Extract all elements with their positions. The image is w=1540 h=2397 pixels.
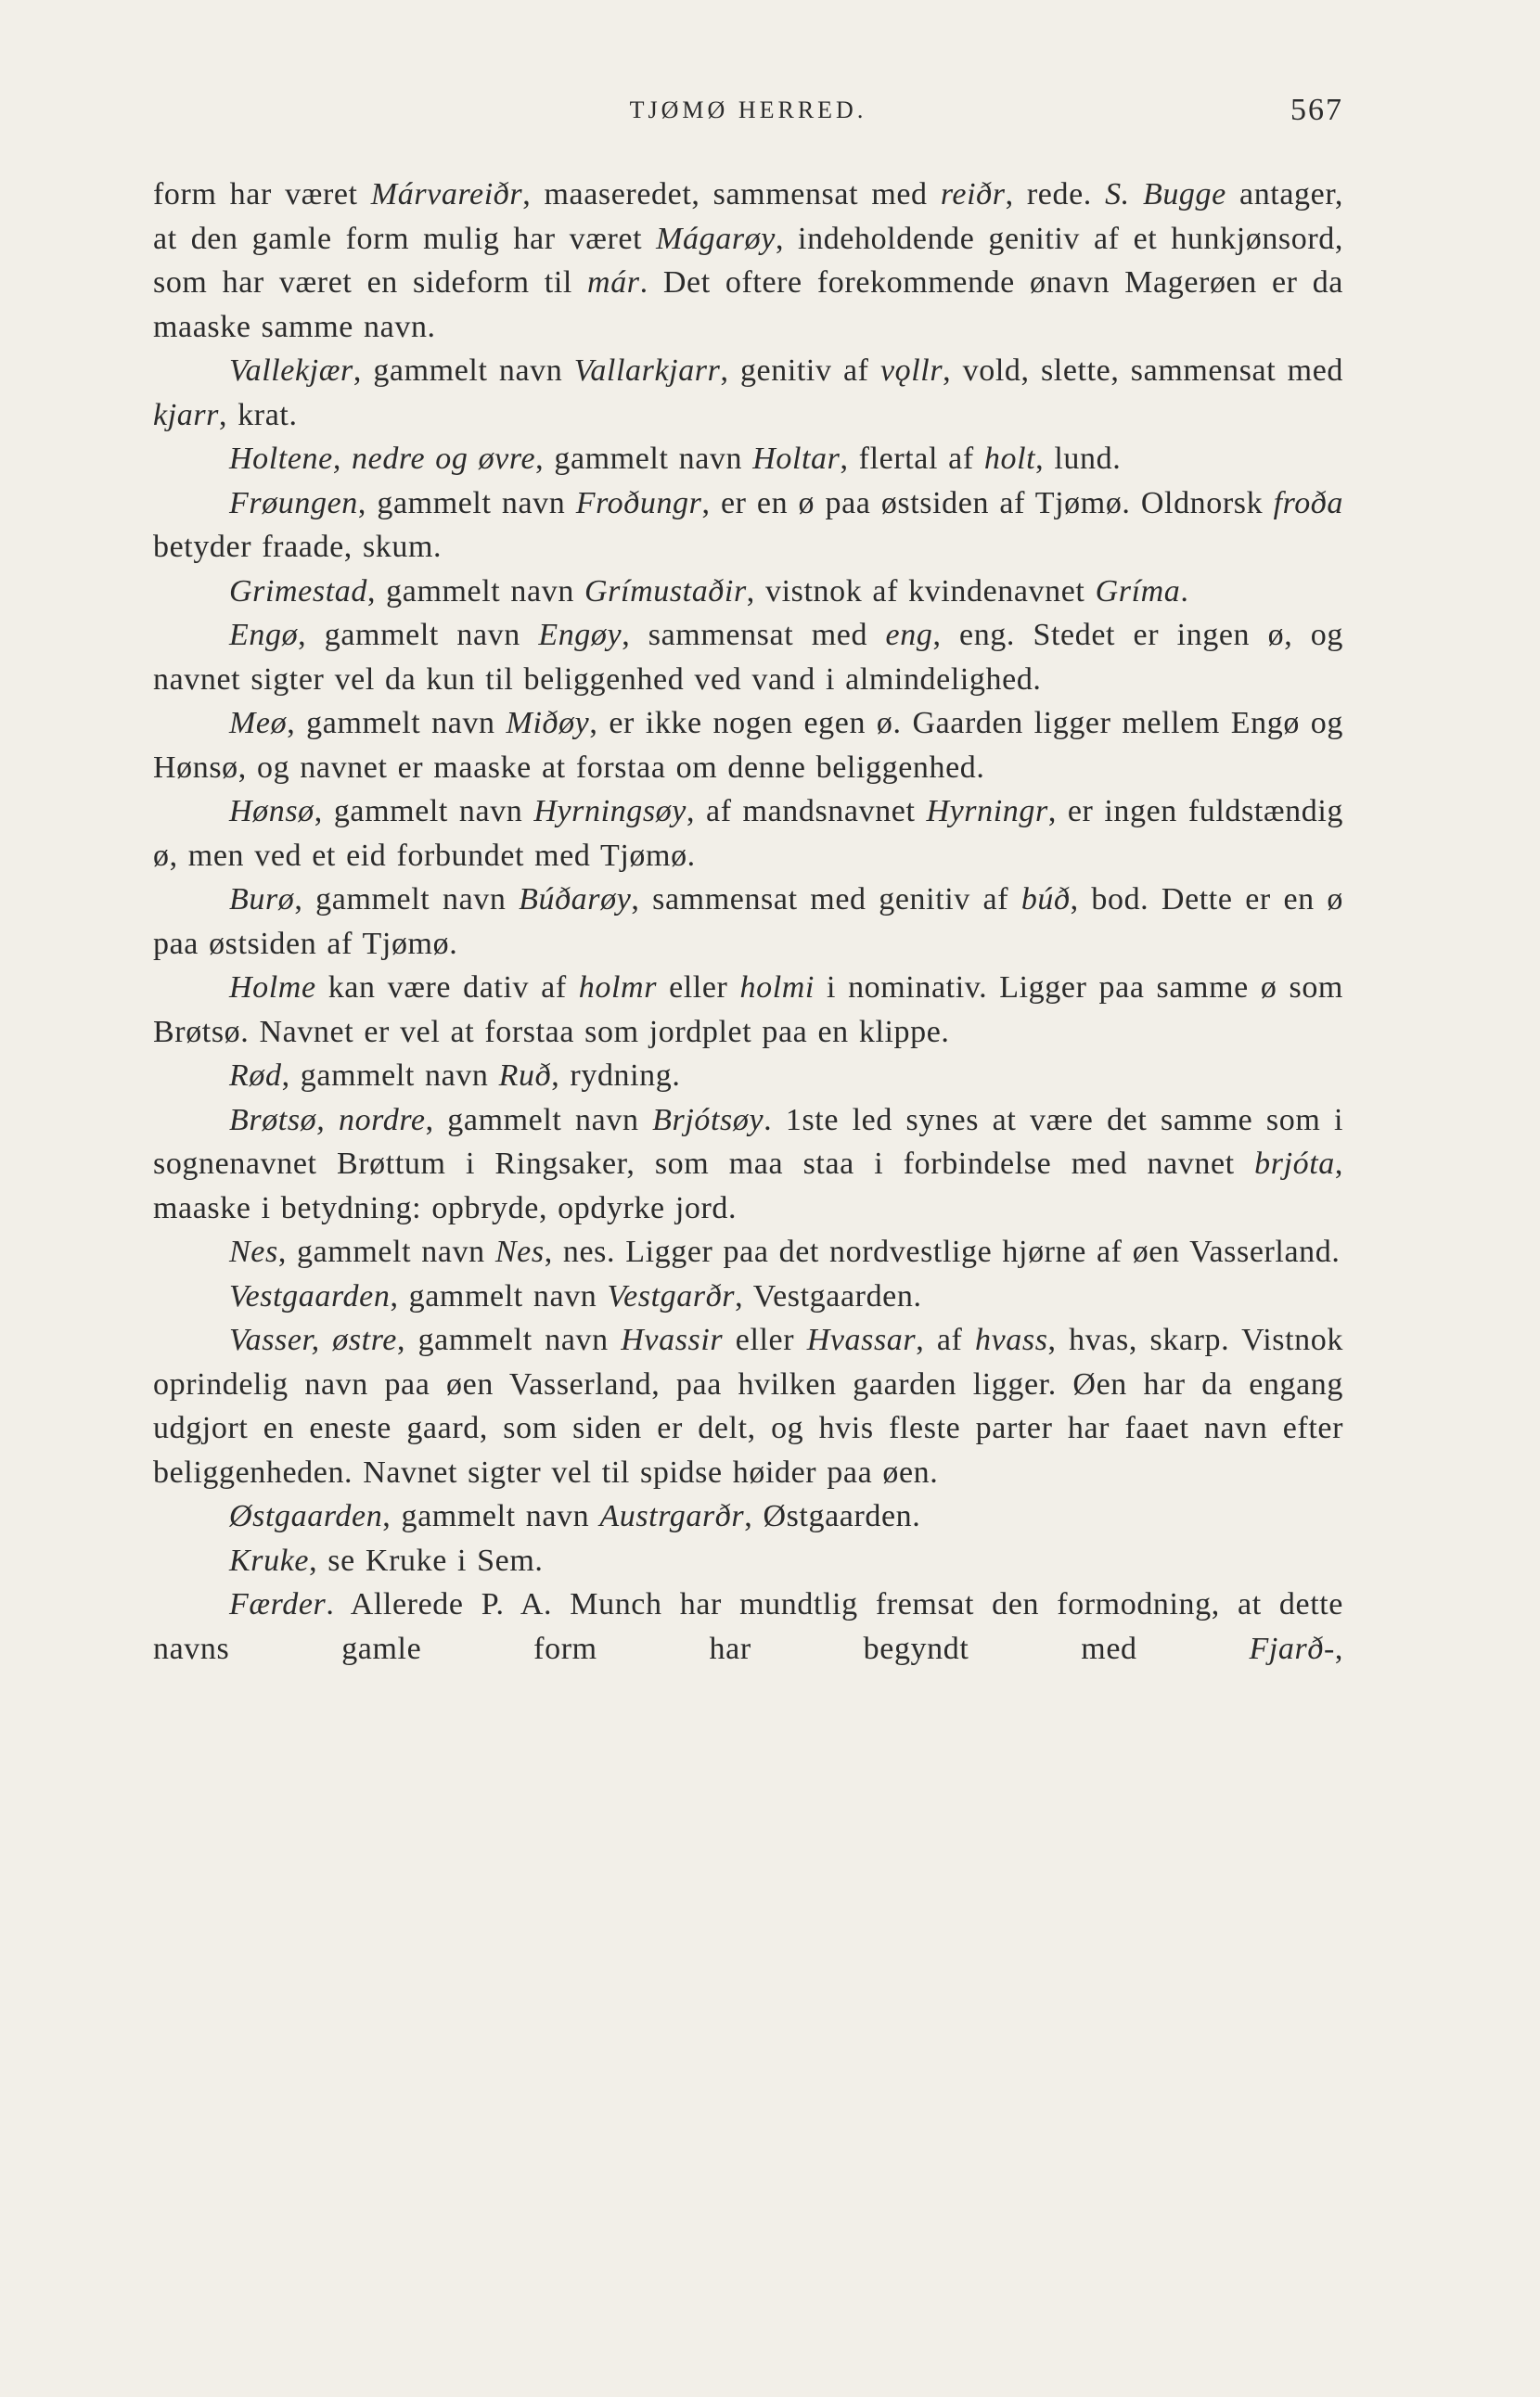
italic-term: Vallekjær — [229, 353, 353, 388]
italic-term: Hyrningsøy — [533, 794, 687, 828]
italic-term: Vallarkjarr — [573, 353, 721, 388]
paragraph — [153, 1054, 1343, 1098]
text-run: , gammelt navn — [277, 1235, 495, 1269]
paragraph — [153, 1098, 1343, 1231]
text-run: , se Kruke i Sem. — [309, 1543, 544, 1578]
text-run: , er ikke nogen egen ø. Gaarden ligger mellem Engø og Hønsø, og navnet er maaske at forstaa om denne beliggenhed. — [153, 706, 1344, 785]
text-run: , gammelt navn — [425, 1102, 653, 1137]
italic-term: Holme — [229, 970, 316, 1005]
paragraph — [153, 1230, 1343, 1275]
italic-term: Fjarð- — [1249, 1631, 1335, 1666]
text-run: , gammelt navn — [298, 618, 539, 652]
text-run: , nes. Ligger paa det nordvestlige hjørne af øen Vasserland. — [544, 1235, 1341, 1269]
text-run: . Det oftere forekommende ønavn Magerøen er da maaske samme navn. — [153, 265, 1343, 344]
text-run: kan være dativ af — [315, 970, 579, 1005]
italic-term: Holtar — [752, 442, 841, 476]
text-run: , gammelt navn — [535, 442, 753, 476]
text-run: , gammelt navn — [287, 706, 507, 740]
italic-term: Nes — [494, 1235, 545, 1269]
text-run: , af mandsnavnet — [686, 794, 927, 828]
text-run: eller — [657, 970, 740, 1005]
text-run: , vistnok af kvindenavnet — [746, 573, 1096, 609]
italic-term: Hyrningr — [926, 794, 1048, 828]
text-run: , Vestgaarden. — [735, 1278, 922, 1314]
paragraph — [153, 1275, 1343, 1319]
italic-term: Brøtsø, nordre — [229, 1102, 426, 1137]
paragraph — [153, 570, 1343, 614]
text-run: , — [1334, 1631, 1343, 1666]
italic-term: Burø — [229, 882, 295, 916]
text-run: , gammelt navn — [353, 353, 574, 388]
text-run: , lund. — [1035, 442, 1122, 476]
text-run: . — [1180, 573, 1189, 609]
paragraph — [153, 1539, 1343, 1583]
italic-term: holt — [983, 442, 1036, 476]
text-run: , gammelt navn — [314, 794, 534, 828]
text-run: , indeholdende genitiv af et hunkjønsord, som har været en sideform til — [153, 221, 1343, 300]
text-run: , gammelt navn — [294, 882, 520, 916]
paragraph — [153, 613, 1343, 701]
text-run: , sammensat med — [622, 618, 886, 652]
text-run: , maaske i betydning: opbryde, opdyrke jord. — [153, 1147, 1343, 1225]
italic-term: brjóta — [1254, 1147, 1335, 1181]
paragraph — [153, 437, 1343, 481]
paragraph — [153, 789, 1343, 878]
italic-term: holmi — [739, 970, 815, 1005]
italic-term: Austrgarðr — [599, 1499, 745, 1533]
italic-term: Meø — [229, 706, 288, 740]
italic-term: Márvareiðr — [370, 177, 523, 212]
italic-term: Búðarøy — [519, 882, 632, 916]
italic-term: Brjótsøy — [652, 1102, 764, 1137]
italic-term: Hønsø — [229, 794, 314, 828]
text-run: , eng. Stedet er ingen ø, og navnet sigter vel da kun til beliggenhed ved vand i almindelighed. — [153, 618, 1343, 697]
paragraph — [153, 1494, 1343, 1539]
text-run: , sammensat med genitiv af — [631, 882, 1021, 916]
italic-term: Vestgarðr — [607, 1278, 736, 1314]
italic-term: Holtene, nedre og øvre — [229, 442, 536, 476]
italic-term: búð — [1020, 882, 1071, 916]
italic-term: Nes — [229, 1235, 278, 1269]
paragraph — [153, 1318, 1343, 1494]
paragraph — [153, 349, 1343, 437]
text-run: , af — [916, 1323, 975, 1357]
text-run: , krat. — [219, 397, 298, 432]
italic-term: Rød — [229, 1058, 282, 1093]
text-run: , gammelt navn — [366, 573, 585, 609]
paragraph — [153, 1583, 1343, 1671]
italic-term: holmr — [578, 970, 658, 1005]
italic-term: Færder — [229, 1587, 327, 1622]
text-run: , rydning. — [551, 1058, 681, 1093]
italic-term: Froðungr — [575, 485, 702, 520]
italic-term: kjarr — [153, 397, 219, 432]
text-run: , gammelt navn — [396, 1323, 622, 1357]
text-run: , genitiv af — [720, 353, 880, 388]
running-head — [153, 93, 1343, 130]
text-run: betyder fraade, skum. — [153, 530, 443, 564]
text-run: , Østgaarden. — [744, 1499, 921, 1533]
text-run: , bod. Dette er en ø paa østsiden af Tjømø. — [153, 882, 1343, 961]
text-run: antager, at den gamle form mulig har været — [153, 177, 1343, 256]
paragraph — [153, 878, 1343, 966]
paragraph — [153, 701, 1343, 789]
page-number: 567 — [1290, 93, 1343, 127]
text-run: , rede. — [1005, 177, 1106, 212]
italic-term: Hvassar — [806, 1323, 917, 1357]
paragraph — [153, 173, 1343, 349]
text-run: , gammelt navn — [281, 1058, 499, 1093]
italic-term: Hvassir — [621, 1323, 724, 1357]
text-run: . Allerede P. A. Munch har mundtlig fremsat den formodning, at dette navns gamle form har begyndt med — [153, 1587, 1343, 1666]
paragraph — [153, 481, 1343, 570]
italic-term: Vasser, østre — [229, 1323, 397, 1357]
italic-term: Østgaarden — [229, 1499, 383, 1533]
paragraph — [153, 966, 1343, 1054]
italic-term: Engø — [229, 618, 299, 652]
text-run: , maaseredet, sammensat med — [522, 177, 941, 212]
text-run: . 1ste led synes at være det samme som i sognenavnet Brøttum i Ringsaker, som maa staa i forbindelse med navnet — [153, 1102, 1344, 1181]
italic-term: Ruð — [498, 1058, 552, 1093]
italic-term: Grímustaðir — [584, 573, 747, 609]
italic-term: eng — [885, 618, 933, 652]
italic-term: Vestgaarden — [229, 1278, 391, 1314]
italic-term: reiðr — [940, 177, 1006, 212]
italic-term: Miðøy — [506, 706, 590, 740]
body-text — [153, 173, 1343, 1671]
italic-term: Mágarøy — [656, 221, 776, 256]
running-title: TJØMØ HERRED. — [629, 96, 867, 123]
italic-term: Gríma — [1095, 573, 1181, 609]
italic-term: vǫllr — [879, 353, 943, 388]
italic-term: hvass — [974, 1323, 1048, 1357]
text-run: eller — [723, 1323, 807, 1357]
text-run: , gammelt navn — [390, 1278, 608, 1314]
italic-term: Frøungen — [229, 485, 358, 520]
text-run: i nominativ. Ligger paa samme ø som Brøtsø. Navnet er vel at forstaa som jordplet paa en klippe. — [153, 970, 1343, 1049]
italic-term: Kruke — [229, 1543, 310, 1578]
text-run: form har været — [153, 177, 371, 212]
text-run: , vold, slette, sammensat med — [943, 353, 1343, 388]
italic-term: froða — [1273, 485, 1343, 520]
text-run: , gammelt navn — [382, 1499, 600, 1533]
italic-term: Grimestad — [229, 573, 367, 609]
text-run: , er en ø paa østsiden af Tjømø. Oldnorsk — [701, 485, 1274, 520]
italic-term: már — [587, 265, 640, 300]
italic-term: Engøy — [538, 618, 622, 652]
text-run: , er ingen fuldstændig ø, men ved et eid forbundet med Tjømø. — [153, 794, 1343, 873]
text-run: , gammelt navn — [357, 485, 576, 520]
text-run: , flertal af — [840, 442, 984, 476]
italic-term: S. Bugge — [1105, 177, 1226, 212]
text-run: , hvas, skarp. Vistnok oprindelig navn paa øen Vasserland, paa hvilken gaarden ligger. Øen har da engang udgjort en eneste gaard, som siden er delt, og hvis fleste parter har faaet navn efter beliggenheden. Navnet sigter vel til spidse høider paa øen. — [153, 1323, 1343, 1490]
